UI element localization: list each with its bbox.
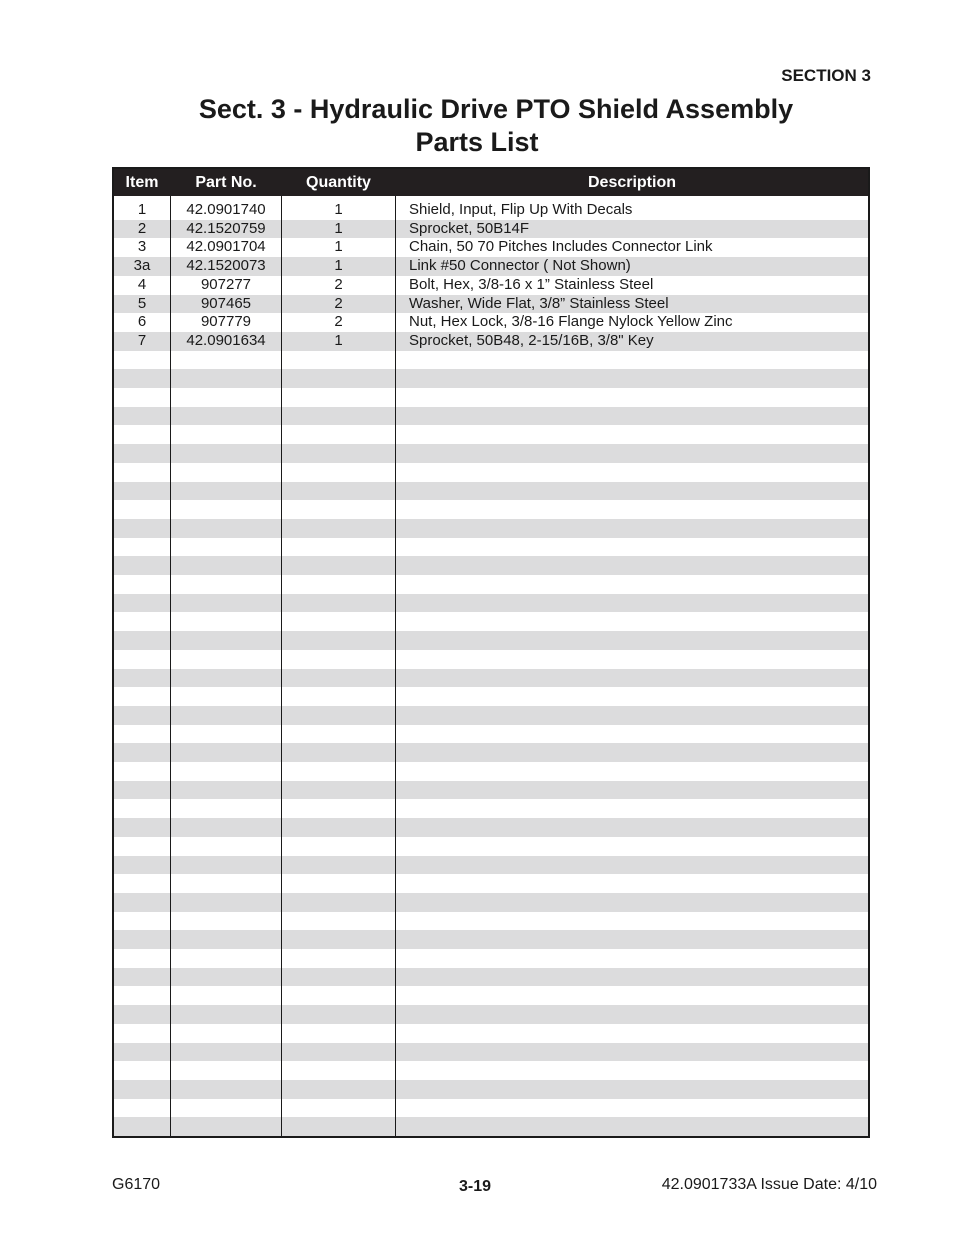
cell-part-no: 42.0901740 [186,201,266,218]
cell-description: Chain, 50 70 Pitches Includes Connector Link [409,238,713,256]
table-row [114,238,868,257]
table-row [114,201,868,220]
cell-item: 5 [137,294,147,312]
cell-part-no: 907779 [200,313,252,331]
cell-item: 7 [137,331,147,349]
table-row [114,295,868,314]
column-header-description: Description [587,174,676,191]
row-stripe [114,594,868,613]
cell-quantity: 2 [334,275,343,293]
cell-item: 1 [137,201,147,218]
cell-part-no: 42.0901634 [186,331,266,349]
row-stripe [114,407,868,426]
cell-quantity: 1 [334,331,343,349]
cell-description: Washer, Wide Flat, 3/8” Stainless Steel [409,294,669,312]
row-stripe [114,369,868,388]
cell-quantity: 1 [334,238,343,256]
cell-quantity: 1 [334,257,343,275]
row-stripe [114,1005,868,1024]
cell-part-no: 42.1520759 [186,219,266,237]
page-title: Sect. 3 - Hydraulic Drive PTO Shield Assembly [198,94,794,124]
row-stripe [114,519,868,538]
table-row [114,220,868,239]
row-stripe [114,669,868,688]
footer-doc-issue: 42.0901733A Issue Date: 4/10 [661,1176,877,1193]
row-stripe [114,444,868,463]
row-stripe [114,818,868,837]
table-row [114,332,868,351]
cell-item: 3 [137,238,147,256]
row-stripe [114,893,868,912]
row-stripe [114,968,868,987]
column-header-item: Item [125,174,159,191]
table-row [114,313,868,332]
table-row [114,276,868,295]
column-header-part-no: Part No. [195,174,257,191]
cell-description: Nut, Hex Lock, 3/8-16 Flange Nylock Yellow Zinc [409,313,733,331]
cell-quantity: 2 [334,294,343,312]
cell-part-no: 42.1520073 [186,257,266,275]
cell-description: Link #50 Connector ( Not Shown) [409,257,631,275]
cell-quantity: 2 [334,313,343,331]
cell-part-no: 42.0901704 [186,238,266,256]
cell-item: 6 [137,313,147,331]
cell-part-no: 907277 [200,275,252,293]
cell-description: Sprocket, 50B14F [409,219,530,237]
cell-description: Sprocket, 50B48, 2-15/16B, 3/8" Key [409,331,654,349]
row-stripe [114,556,868,575]
table-header [114,169,868,196]
row-stripe [114,1080,868,1099]
table-row [114,257,868,276]
row-stripe [114,631,868,650]
row-stripe [114,706,868,725]
cell-description: Bolt, Hex, 3/8-16 x 1” Stainless Steel [409,275,654,293]
cell-item: 3a [133,257,151,275]
row-stripe [114,781,868,800]
row-stripe [114,856,868,875]
row-stripe [114,482,868,501]
cell-item: 2 [137,219,147,237]
row-stripe [114,1117,868,1136]
page-subtitle: Parts List [415,127,539,157]
row-stripe [114,1043,868,1062]
footer-model: G6170 [112,1176,161,1193]
cell-description: Shield, Input, Flip Up With Decals [409,201,633,218]
cell-item: 4 [137,275,147,293]
row-stripe [114,930,868,949]
row-stripe [114,743,868,762]
column-header-quantity: Quantity [306,174,371,191]
cell-quantity: 1 [334,219,343,237]
footer-page-number: 3-19 [458,1178,492,1195]
section-label: SECTION 3 [781,66,871,85]
cell-quantity: 1 [334,201,343,218]
parts-table [112,167,870,1138]
cell-part-no: 907465 [200,294,252,312]
